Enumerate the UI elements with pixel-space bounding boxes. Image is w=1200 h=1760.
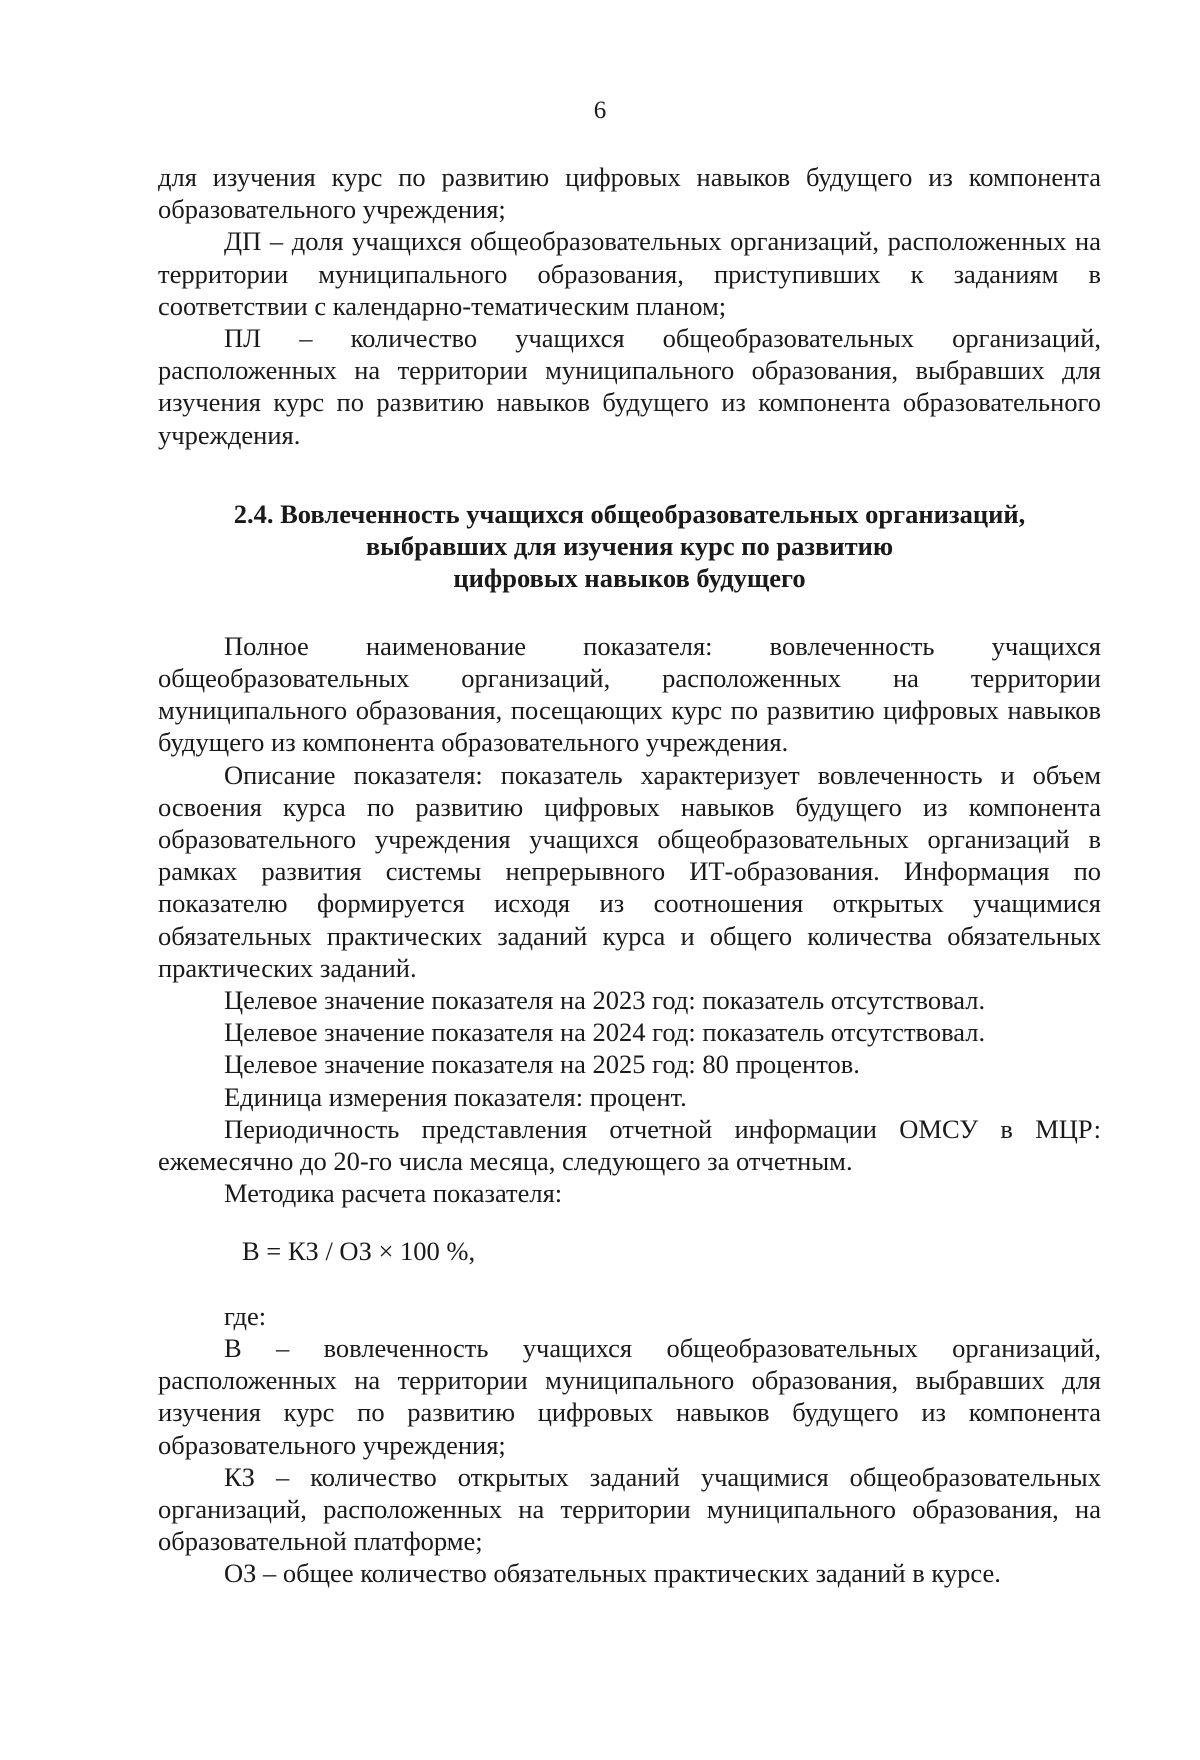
calculation-formula: В = КЗ / ОЗ × 100 %, bbox=[242, 1236, 476, 1267]
section-heading-line-2: выбравших для изучения курс по развитию bbox=[365, 530, 894, 561]
definition-kz: КЗ – количество открытых заданий учащимися общеобразовательных организаций, расположенных на территории муниципального образования, на образовательной платформе; bbox=[158, 1461, 1101, 1557]
where-label: где: bbox=[224, 1300, 267, 1331]
document-body bbox=[158, 161, 1101, 1590]
definition-v: В – вовлеченность учащихся общеобразовательных организаций, расположенных на территории муниципального образования, выбравших для изучения курс по развитию цифровых навыков будущего из компонента образовательного учреждения; bbox=[158, 1332, 1101, 1460]
section-heading bbox=[158, 498, 1101, 594]
reporting-periodicity: Периодичность представления отчетной информации ОМСУ в МЦР: ежемесячно до 20-го числа месяца, следующего за отчетным. bbox=[158, 1113, 1101, 1177]
intro-paragraph-continued: для изучения курс по развитию цифровых навыков будущего из компонента образовательного учреждения; bbox=[158, 162, 1101, 225]
definition-pl: ПЛ – количество учащихся общеобразовательных организаций, расположенных на территории муниципального образования, выбравших для изучения курс по развитию навыков будущего из компонента образовательного учреждения. bbox=[158, 323, 1101, 450]
measurement-unit: Единица измерения показателя: процент. bbox=[224, 1081, 687, 1112]
target-value-2025: Целевое значение показателя на 2025 год: 80 процентов. bbox=[224, 1049, 860, 1080]
definition-dp: ДП – доля учащихся общеобразовательных организаций, расположенных на территории муниципального образования, приступивших к заданиям в соответствии с календарно-тематическим планом; bbox=[158, 226, 1101, 321]
section-heading-line-3: цифровых навыков будущего bbox=[453, 562, 806, 593]
indicator-full-name: Полное наименование показателя: вовлеченность учащихся общеобразовательных организаций, расположенных на территории муниципального образования, посещающих курс по развитию цифровых навыков будущего из компонента образовательного учреждения. bbox=[158, 630, 1101, 758]
section-heading-line-1: 2.4. Вовлеченность учащихся общеобразовательных организаций, bbox=[233, 498, 1026, 529]
page-number: 6 bbox=[593, 97, 607, 124]
indicator-description: Описание показателя: показатель характеризует вовлеченность и объем освоения курса по развитию цифровых навыков будущего из компонента образовательного учреждения учащихся общеобразовательных организаций в рамках развития системы непрерывного ИТ-образования. Информация по показателю формируется исходя из соотношения открытых учащимися обязательных практических заданий курса и общего количества обязательных практических заданий. bbox=[158, 759, 1101, 983]
definition-oz: ОЗ – общее количество обязательных практических заданий в курсе. bbox=[224, 1558, 1001, 1589]
target-value-2023: Целевое значение показателя на 2023 год: показатель отсутствовал. bbox=[224, 985, 986, 1016]
calculation-method-label: Методика расчета показателя: bbox=[224, 1178, 563, 1209]
target-value-2024: Целевое значение показателя на 2024 год: показатель отсутствовал. bbox=[224, 1017, 986, 1048]
